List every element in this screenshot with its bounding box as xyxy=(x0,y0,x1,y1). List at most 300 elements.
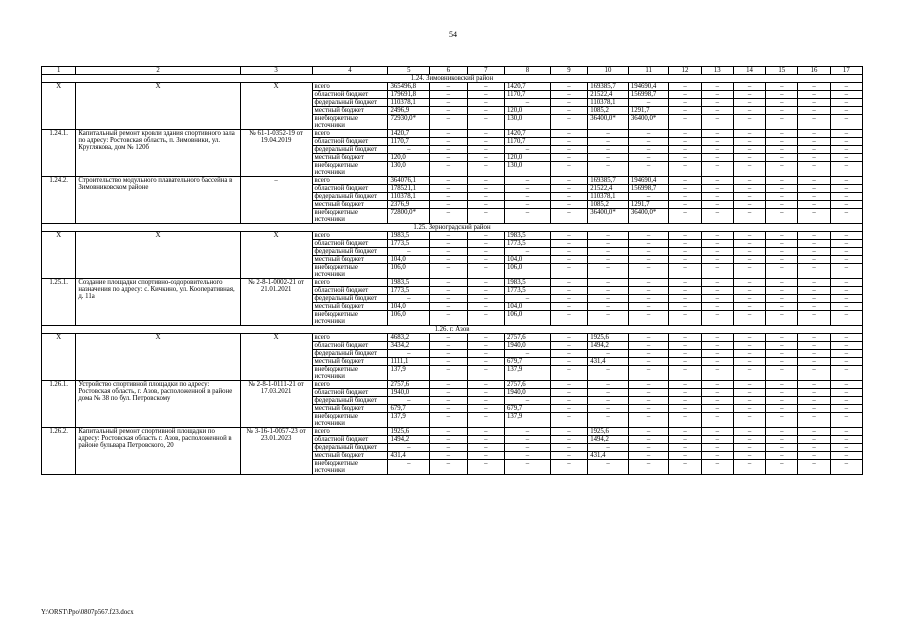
value-cell: 106,0 xyxy=(388,311,430,326)
value-cell: – xyxy=(430,350,467,358)
value-cell: – xyxy=(628,342,669,350)
value-cell: – xyxy=(669,240,701,248)
value-cell: – xyxy=(701,146,733,154)
value-cell: – xyxy=(798,201,830,209)
item-document: Х xyxy=(240,334,312,381)
value-cell: 1291,7 xyxy=(628,107,669,115)
value-cell: – xyxy=(798,185,830,193)
value-cell: – xyxy=(733,436,765,444)
value-cell: – xyxy=(766,177,798,185)
funding-source: местный бюджет xyxy=(312,358,388,366)
value-cell: 431,4 xyxy=(588,358,629,366)
value-cell: – xyxy=(430,154,467,162)
value-cell: – xyxy=(798,397,830,405)
value-cell: – xyxy=(550,460,587,475)
item-name: Создание площадки спортивно-оздоровительного назначения по адресу: с. Кичкино, ул. Кооперативная, д. 11а xyxy=(76,279,240,326)
value-cell: – xyxy=(830,107,862,115)
value-cell: 1940,0 xyxy=(505,342,551,350)
value-cell: – xyxy=(701,342,733,350)
funding-source: всего xyxy=(312,177,388,185)
value-cell: – xyxy=(830,138,862,146)
value-cell: – xyxy=(701,279,733,287)
funding-source: федеральный бюджет xyxy=(312,99,388,107)
value-cell: – xyxy=(701,287,733,295)
value-cell: 21522,4 xyxy=(588,185,629,193)
value-cell: – xyxy=(550,115,587,130)
item-number: 1.26.2. xyxy=(42,428,76,475)
item-document: № 3-16-1-0057-23 от 23.01.2023 xyxy=(240,428,312,475)
funding-source: местный бюджет xyxy=(312,405,388,413)
value-cell: 365496,8 xyxy=(388,83,430,91)
value-cell: 1983,5 xyxy=(388,232,430,240)
value-cell: – xyxy=(798,209,830,224)
value-cell: – xyxy=(701,334,733,342)
value-cell: – xyxy=(467,185,504,193)
value-cell: – xyxy=(430,138,467,146)
value-cell: – xyxy=(701,193,733,201)
value-cell: – xyxy=(467,264,504,279)
value-cell: – xyxy=(798,350,830,358)
value-cell: 1494,2 xyxy=(588,436,629,444)
value-cell: – xyxy=(766,405,798,413)
value-cell: 156998,7 xyxy=(628,91,669,99)
value-cell: – xyxy=(733,146,765,154)
value-cell: – xyxy=(669,350,701,358)
value-cell: – xyxy=(669,436,701,444)
value-cell: – xyxy=(430,444,467,452)
value-cell: – xyxy=(830,452,862,460)
value-cell: – xyxy=(628,193,669,201)
value-cell: – xyxy=(798,405,830,413)
value-cell: – xyxy=(505,146,551,154)
column-header: 5 xyxy=(388,67,430,75)
item-name: Х xyxy=(76,334,240,381)
value-cell: – xyxy=(733,154,765,162)
value-cell: 4683,2 xyxy=(388,334,430,342)
value-cell: – xyxy=(669,232,701,240)
value-cell: – xyxy=(798,138,830,146)
column-header: 6 xyxy=(430,67,467,75)
funding-source: местный бюджет xyxy=(312,303,388,311)
value-cell: – xyxy=(830,193,862,201)
value-cell: – xyxy=(766,240,798,248)
value-cell: – xyxy=(766,83,798,91)
value-cell: – xyxy=(505,99,551,107)
header-row xyxy=(42,67,863,75)
value-cell: – xyxy=(701,389,733,397)
item-name: Строительство модульного плавательного бассейна в Зимовниковском районе xyxy=(76,177,240,224)
value-cell: – xyxy=(733,138,765,146)
value-cell: – xyxy=(830,154,862,162)
value-cell: 1170,7 xyxy=(505,138,551,146)
value-cell: – xyxy=(701,83,733,91)
value-cell: – xyxy=(830,389,862,397)
value-cell: – xyxy=(733,311,765,326)
value-cell: – xyxy=(467,232,504,240)
value-cell: – xyxy=(701,397,733,405)
value-cell: 1291,7 xyxy=(628,201,669,209)
value-cell: – xyxy=(467,130,504,138)
value-cell: – xyxy=(798,366,830,381)
value-cell: – xyxy=(766,130,798,138)
funding-source: внебюджетные источники xyxy=(312,162,388,177)
column-header: 8 xyxy=(505,67,551,75)
item-number: Х xyxy=(42,232,76,279)
funding-source: областной бюджет xyxy=(312,138,388,146)
value-cell: – xyxy=(505,248,551,256)
value-cell: – xyxy=(766,413,798,428)
value-cell: – xyxy=(628,405,669,413)
value-cell: – xyxy=(766,303,798,311)
value-cell: – xyxy=(669,264,701,279)
value-cell: – xyxy=(701,405,733,413)
table-row xyxy=(42,83,863,91)
value-cell: – xyxy=(733,389,765,397)
value-cell: – xyxy=(550,138,587,146)
value-cell: – xyxy=(388,460,430,475)
value-cell: 156998,7 xyxy=(628,185,669,193)
value-cell: – xyxy=(588,162,629,177)
value-cell: – xyxy=(669,248,701,256)
value-cell: 130,0 xyxy=(505,115,551,130)
value-cell: – xyxy=(467,295,504,303)
value-cell: – xyxy=(798,99,830,107)
value-cell: – xyxy=(798,428,830,436)
section-row xyxy=(42,326,863,334)
value-cell: – xyxy=(550,83,587,91)
value-cell: – xyxy=(701,248,733,256)
funding-source: всего xyxy=(312,428,388,436)
value-cell: – xyxy=(388,397,430,405)
value-cell: – xyxy=(467,83,504,91)
value-cell: – xyxy=(701,358,733,366)
value-cell: 110378,1 xyxy=(588,193,629,201)
value-cell: – xyxy=(798,342,830,350)
value-cell: – xyxy=(669,185,701,193)
value-cell: – xyxy=(467,146,504,154)
value-cell: – xyxy=(588,248,629,256)
value-cell: – xyxy=(830,264,862,279)
value-cell: – xyxy=(550,381,587,389)
value-cell: – xyxy=(701,428,733,436)
value-cell: 3434,2 xyxy=(388,342,430,350)
value-cell: – xyxy=(505,452,551,460)
value-cell: – xyxy=(669,295,701,303)
value-cell: – xyxy=(467,436,504,444)
value-cell: – xyxy=(628,413,669,428)
value-cell: – xyxy=(798,389,830,397)
value-cell: – xyxy=(766,146,798,154)
value-cell: 120,0 xyxy=(505,107,551,115)
value-cell: – xyxy=(467,342,504,350)
value-cell: – xyxy=(830,83,862,91)
value-cell: 110378,1 xyxy=(388,99,430,107)
value-cell: – xyxy=(588,138,629,146)
value-cell: 2376,9 xyxy=(388,201,430,209)
funding-source: федеральный бюджет xyxy=(312,193,388,201)
value-cell: – xyxy=(669,428,701,436)
value-cell: – xyxy=(430,162,467,177)
value-cell: – xyxy=(669,444,701,452)
value-cell: 1085,2 xyxy=(588,201,629,209)
value-cell: – xyxy=(798,162,830,177)
value-cell: – xyxy=(733,295,765,303)
value-cell: – xyxy=(550,405,587,413)
value-cell: – xyxy=(388,295,430,303)
item-name: Х xyxy=(76,232,240,279)
table-row xyxy=(42,381,863,389)
funding-source: внебюджетные источники xyxy=(312,460,388,475)
value-cell: – xyxy=(830,413,862,428)
value-cell: – xyxy=(505,201,551,209)
value-cell: – xyxy=(467,91,504,99)
value-cell: – xyxy=(588,460,629,475)
value-cell: – xyxy=(430,232,467,240)
item-number: 1.24.2. xyxy=(42,177,76,224)
value-cell: 36400,0* xyxy=(628,209,669,224)
value-cell: – xyxy=(628,154,669,162)
value-cell: – xyxy=(766,287,798,295)
value-cell: – xyxy=(467,413,504,428)
value-cell: – xyxy=(550,311,587,326)
value-cell: 1170,7 xyxy=(388,138,430,146)
value-cell: – xyxy=(467,303,504,311)
value-cell: – xyxy=(550,162,587,177)
value-cell: – xyxy=(505,436,551,444)
value-cell: – xyxy=(388,248,430,256)
value-cell: 1085,2 xyxy=(588,107,629,115)
value-cell: – xyxy=(830,460,862,475)
value-cell: – xyxy=(430,303,467,311)
value-cell: – xyxy=(669,366,701,381)
value-cell: – xyxy=(669,107,701,115)
value-cell: 1773,5 xyxy=(505,240,551,248)
value-cell: – xyxy=(550,99,587,107)
item-number: Х xyxy=(42,334,76,381)
value-cell: – xyxy=(766,107,798,115)
value-cell: – xyxy=(467,115,504,130)
funding-source: местный бюджет xyxy=(312,154,388,162)
value-cell: – xyxy=(830,295,862,303)
value-cell: – xyxy=(550,177,587,185)
value-cell: – xyxy=(766,389,798,397)
value-cell: – xyxy=(628,350,669,358)
value-cell: – xyxy=(669,201,701,209)
funding-source: федеральный бюджет xyxy=(312,248,388,256)
value-cell: – xyxy=(830,177,862,185)
value-cell: – xyxy=(798,83,830,91)
value-cell: – xyxy=(467,334,504,342)
value-cell: 194690,4 xyxy=(628,177,669,185)
value-cell: – xyxy=(669,154,701,162)
value-cell: – xyxy=(701,381,733,389)
value-cell: – xyxy=(830,397,862,405)
value-cell: – xyxy=(669,334,701,342)
item-name: Капитальный ремонт спортивной площадки по адресу: Ростовская область г. Азов, расположенной в районе бульвара Петровского, 20 xyxy=(76,428,240,475)
value-cell: – xyxy=(430,130,467,138)
value-cell: – xyxy=(669,397,701,405)
value-cell: – xyxy=(467,287,504,295)
value-cell: – xyxy=(467,311,504,326)
table-row xyxy=(42,232,863,240)
value-cell: – xyxy=(733,350,765,358)
value-cell: – xyxy=(550,256,587,264)
funding-source: всего xyxy=(312,381,388,389)
value-cell: – xyxy=(505,444,551,452)
value-cell: – xyxy=(830,91,862,99)
value-cell: – xyxy=(628,389,669,397)
value-cell: – xyxy=(701,107,733,115)
table-row xyxy=(42,130,863,138)
funding-source: областной бюджет xyxy=(312,389,388,397)
value-cell: – xyxy=(467,162,504,177)
column-header: 10 xyxy=(588,67,629,75)
value-cell: – xyxy=(550,358,587,366)
column-header: 13 xyxy=(701,67,733,75)
value-cell: – xyxy=(669,115,701,130)
value-cell: – xyxy=(766,162,798,177)
value-cell: 130,0 xyxy=(505,162,551,177)
value-cell: – xyxy=(701,185,733,193)
value-cell: – xyxy=(588,154,629,162)
value-cell: – xyxy=(467,428,504,436)
value-cell: – xyxy=(430,436,467,444)
value-cell: – xyxy=(766,381,798,389)
value-cell: 120,0 xyxy=(505,154,551,162)
section-row xyxy=(42,75,863,83)
value-cell: – xyxy=(388,444,430,452)
value-cell: 431,4 xyxy=(388,452,430,460)
funding-source: всего xyxy=(312,83,388,91)
value-cell: – xyxy=(550,436,587,444)
value-cell: – xyxy=(550,248,587,256)
value-cell: 1925,6 xyxy=(388,428,430,436)
value-cell: – xyxy=(766,334,798,342)
column-header: 14 xyxy=(733,67,765,75)
value-cell: – xyxy=(733,334,765,342)
value-cell: – xyxy=(798,358,830,366)
value-cell: – xyxy=(628,99,669,107)
value-cell: – xyxy=(505,295,551,303)
value-cell: – xyxy=(430,366,467,381)
value-cell: – xyxy=(430,201,467,209)
value-cell: – xyxy=(628,460,669,475)
value-cell: – xyxy=(733,452,765,460)
value-cell: – xyxy=(588,389,629,397)
value-cell: – xyxy=(550,209,587,224)
funding-source: всего xyxy=(312,130,388,138)
value-cell: – xyxy=(798,444,830,452)
value-cell: 2757,6 xyxy=(505,381,551,389)
value-cell: – xyxy=(733,193,765,201)
value-cell: – xyxy=(467,99,504,107)
funding-source: внебюджетные источники xyxy=(312,264,388,279)
value-cell: 1983,5 xyxy=(505,279,551,287)
value-cell: 36400,0* xyxy=(588,209,629,224)
value-cell: – xyxy=(766,366,798,381)
value-cell: – xyxy=(830,350,862,358)
value-cell: – xyxy=(550,366,587,381)
value-cell: – xyxy=(588,366,629,381)
funding-source: местный бюджет xyxy=(312,256,388,264)
value-cell: 179691,8 xyxy=(388,91,430,99)
value-cell: – xyxy=(830,232,862,240)
value-cell: – xyxy=(550,201,587,209)
value-cell: 72930,0* xyxy=(388,115,430,130)
value-cell: 1420,7 xyxy=(505,130,551,138)
value-cell: – xyxy=(628,397,669,405)
value-cell: – xyxy=(830,115,862,130)
value-cell: – xyxy=(430,240,467,248)
value-cell: – xyxy=(701,311,733,326)
value-cell: – xyxy=(733,240,765,248)
funding-source: областной бюджет xyxy=(312,91,388,99)
value-cell: – xyxy=(430,209,467,224)
value-cell: – xyxy=(669,358,701,366)
column-header: 16 xyxy=(798,67,830,75)
value-cell: – xyxy=(766,358,798,366)
value-cell: 110378,1 xyxy=(588,99,629,107)
value-cell: – xyxy=(830,99,862,107)
value-cell: 137,9 xyxy=(388,366,430,381)
value-cell: – xyxy=(430,311,467,326)
value-cell: – xyxy=(430,91,467,99)
value-cell: – xyxy=(766,452,798,460)
value-cell: – xyxy=(550,264,587,279)
value-cell: – xyxy=(628,232,669,240)
value-cell: – xyxy=(733,209,765,224)
value-cell: – xyxy=(505,460,551,475)
value-cell: – xyxy=(669,452,701,460)
item-document: – xyxy=(240,177,312,224)
value-cell: – xyxy=(467,389,504,397)
value-cell: – xyxy=(701,366,733,381)
value-cell: – xyxy=(430,342,467,350)
value-cell: – xyxy=(830,279,862,287)
value-cell: – xyxy=(830,130,862,138)
value-cell: – xyxy=(628,436,669,444)
value-cell: – xyxy=(588,287,629,295)
value-cell: – xyxy=(830,444,862,452)
funding-source: областной бюджет xyxy=(312,436,388,444)
funding-source: внебюджетные источники xyxy=(312,311,388,326)
item-document: Х xyxy=(240,232,312,279)
column-header: 2 xyxy=(76,67,240,75)
value-cell: – xyxy=(701,413,733,428)
value-cell: – xyxy=(733,303,765,311)
value-cell: – xyxy=(669,279,701,287)
value-cell: – xyxy=(733,232,765,240)
value-cell: – xyxy=(550,389,587,397)
value-cell: – xyxy=(798,115,830,130)
value-cell: – xyxy=(669,193,701,201)
value-cell: – xyxy=(467,209,504,224)
value-cell: 169385,7 xyxy=(588,83,629,91)
value-cell: 110378,1 xyxy=(388,193,430,201)
value-cell: – xyxy=(430,256,467,264)
item-number: Х xyxy=(42,83,76,130)
column-header: 1 xyxy=(42,67,76,75)
value-cell: 36400,0* xyxy=(588,115,629,130)
table-row xyxy=(42,279,863,287)
value-cell: – xyxy=(766,264,798,279)
value-cell: – xyxy=(588,256,629,264)
column-header: 3 xyxy=(240,67,312,75)
value-cell: – xyxy=(798,107,830,115)
value-cell: – xyxy=(798,193,830,201)
value-cell: – xyxy=(766,209,798,224)
funding-source: внебюджетные источники xyxy=(312,413,388,428)
